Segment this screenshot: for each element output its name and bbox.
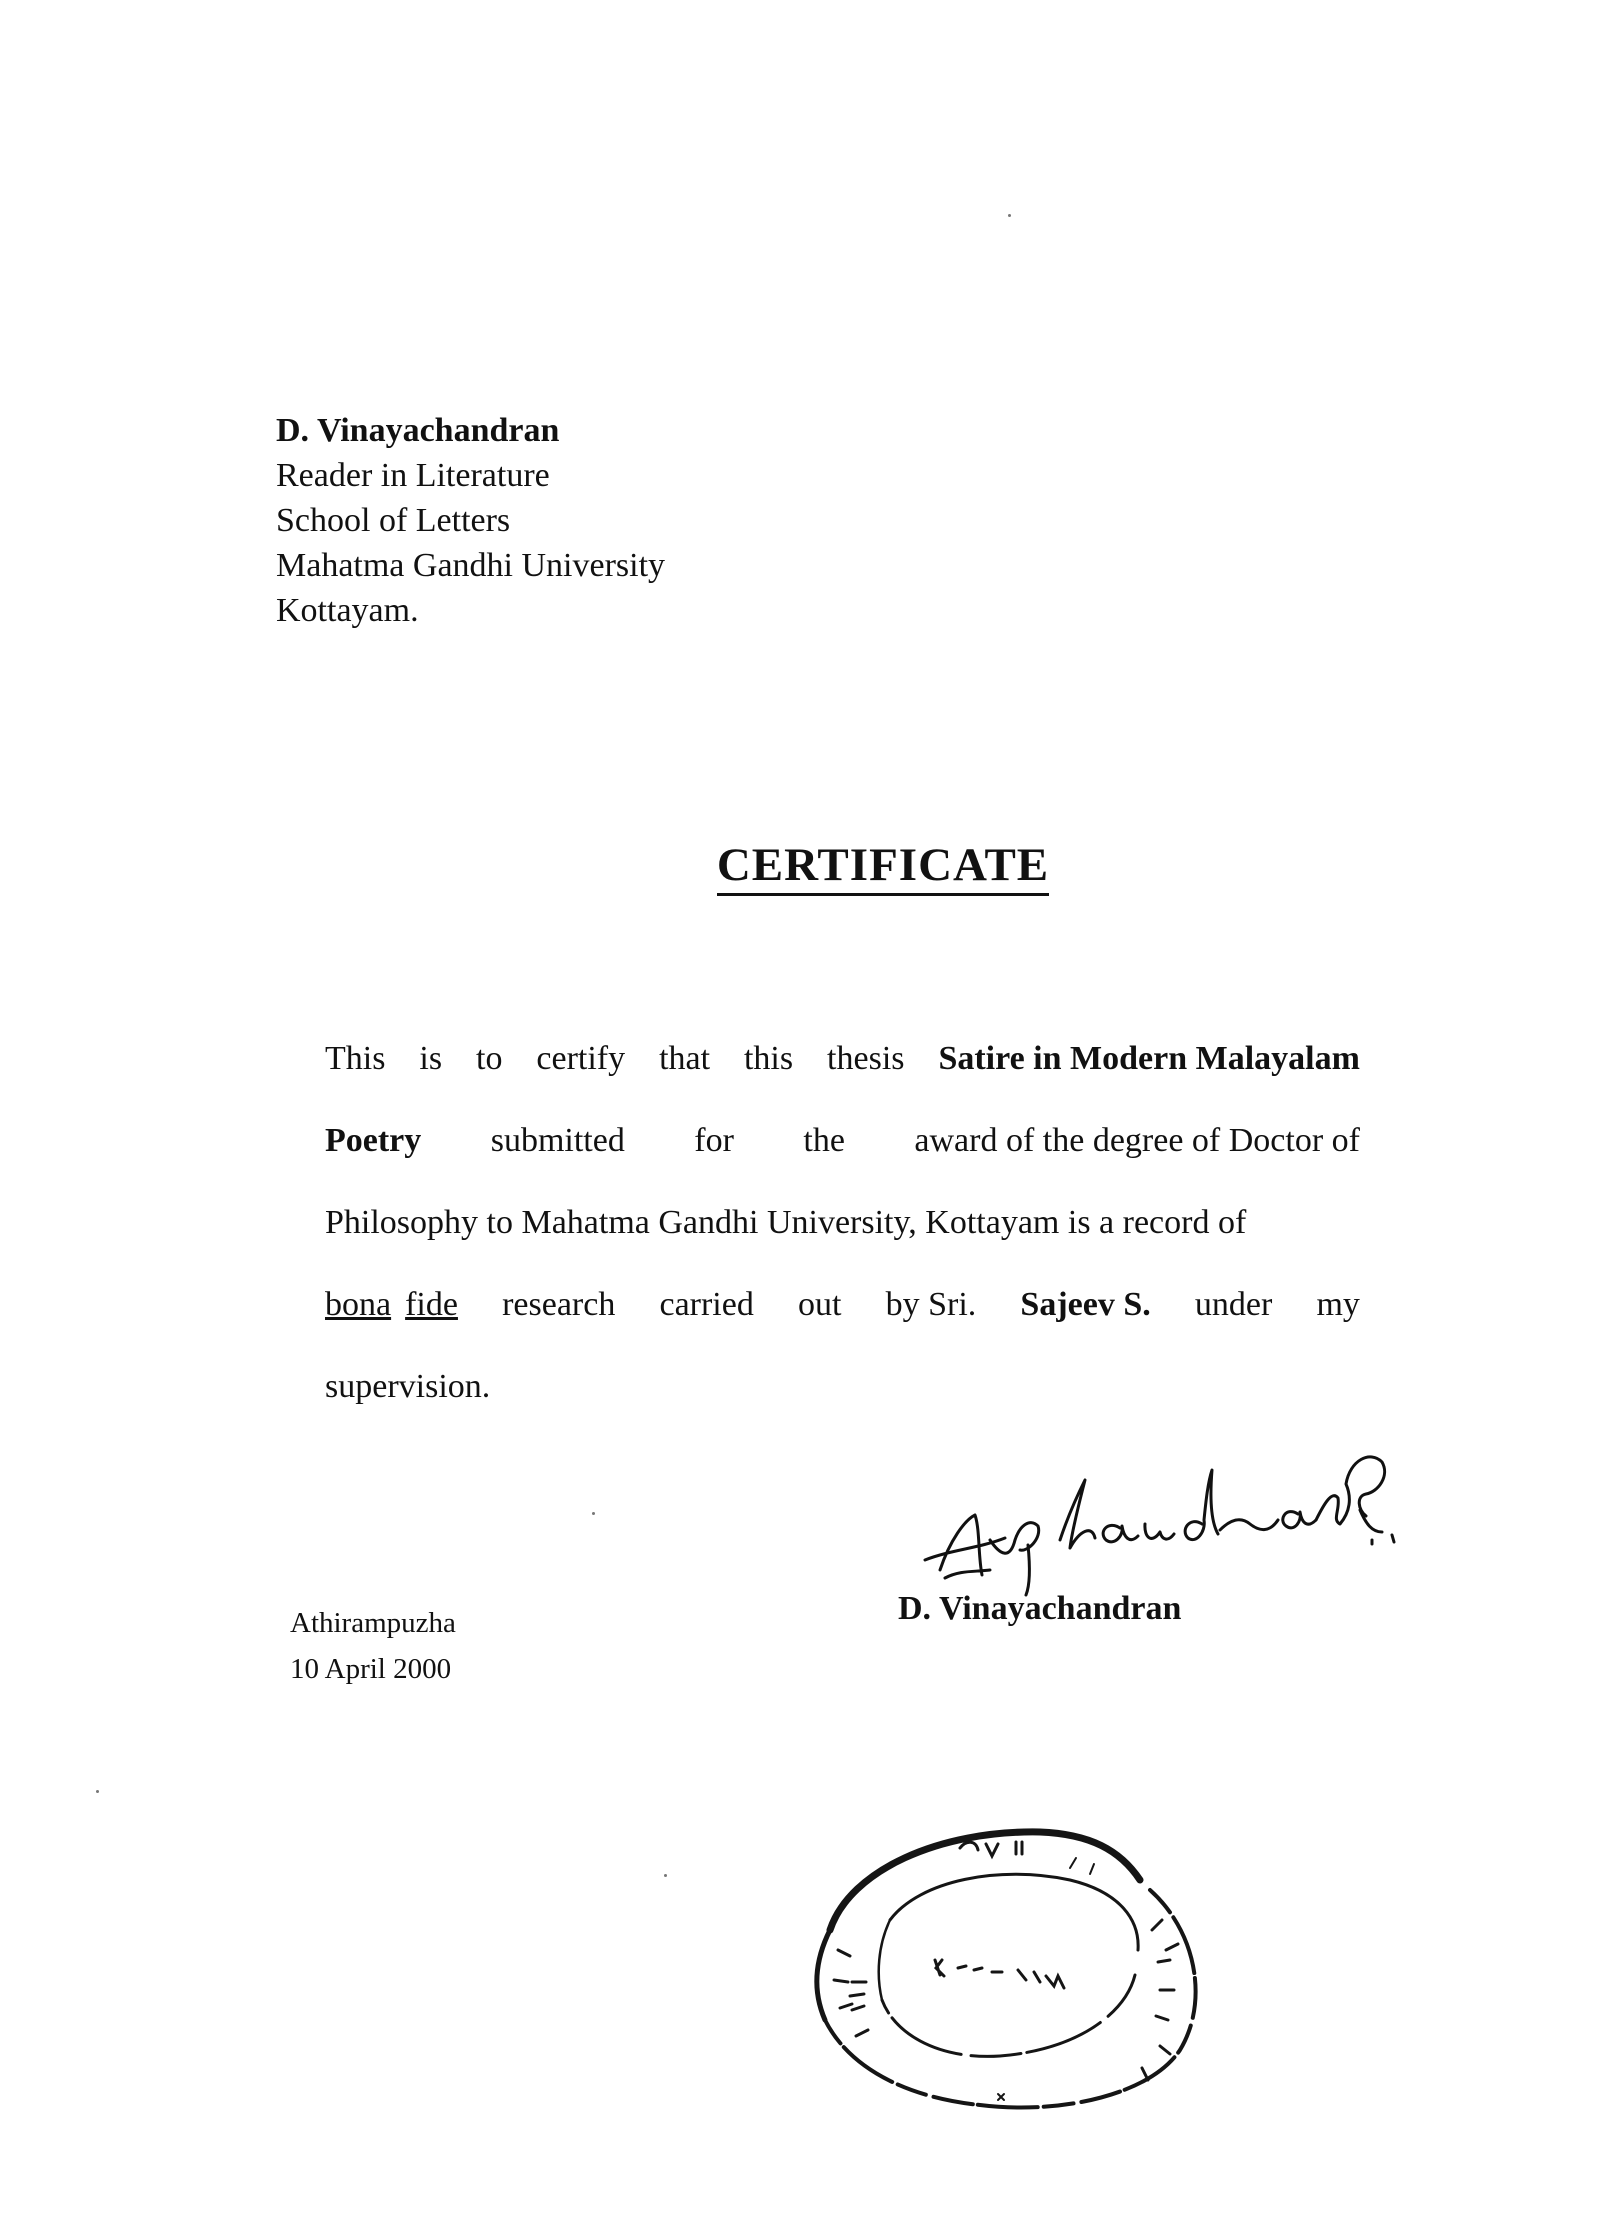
sender-department: School of Letters (276, 502, 511, 539)
scan-speck (664, 1874, 667, 1877)
word: submitted (490, 1122, 625, 1159)
date: 10 April 2000 (290, 1653, 452, 1685)
word: certify (536, 1040, 626, 1077)
sender-designation: Reader in Literature (276, 457, 550, 494)
word: award of the degree of Doctor of (914, 1122, 1360, 1159)
word: out (798, 1286, 842, 1323)
scan-speck (96, 1790, 99, 1793)
word: that (659, 1040, 711, 1077)
word: is (419, 1040, 443, 1077)
word: research (502, 1286, 616, 1323)
word: for (694, 1122, 734, 1159)
word: This (325, 1040, 386, 1077)
handwritten-signature (920, 1420, 1400, 1610)
certificate-title: CERTIFICATE (717, 839, 1049, 896)
bona-fide (325, 1286, 458, 1324)
line-text: supervision. (325, 1368, 491, 1405)
word: carried (659, 1286, 754, 1323)
sender-address (276, 408, 665, 633)
scan-speck (1008, 214, 1011, 217)
word: thesis (827, 1040, 905, 1077)
word: this (743, 1040, 794, 1077)
word-fide: fide (405, 1286, 458, 1323)
sender-name: D. Vinayachandran (276, 412, 560, 449)
word-bona: bona (325, 1286, 392, 1323)
certificate-title-wrap (0, 838, 1616, 892)
sender-university: Mahatma Gandhi University (276, 547, 666, 584)
body-line-2 (325, 1122, 1360, 1204)
thesis-title-part-2: Poetry (325, 1122, 422, 1159)
word: to (476, 1040, 503, 1077)
sender-city: Kottayam. (276, 592, 419, 629)
thesis-title-part-1: Satire in Modern Malayalam (938, 1040, 1360, 1077)
place: Athirampuzha (290, 1607, 456, 1639)
body-line-4 (325, 1286, 1360, 1368)
university-library-seal (790, 1810, 1220, 2120)
line-text: Philosophy to Mahatma Gandhi University, Kottayam is a record of (325, 1204, 1247, 1241)
place-date-block (290, 1600, 456, 1692)
candidate-name: Sajeev S. (1020, 1286, 1151, 1323)
certificate-body (325, 1040, 1360, 1450)
word: my (1316, 1286, 1360, 1323)
scan-speck (592, 1512, 595, 1515)
signatory-name: D. Vinayachandran (898, 1590, 1182, 1627)
word: by Sri. (885, 1286, 977, 1323)
body-line-3 (325, 1204, 1360, 1286)
word: under (1194, 1286, 1273, 1323)
body-line-1 (325, 1040, 1360, 1122)
word: the (803, 1122, 845, 1159)
